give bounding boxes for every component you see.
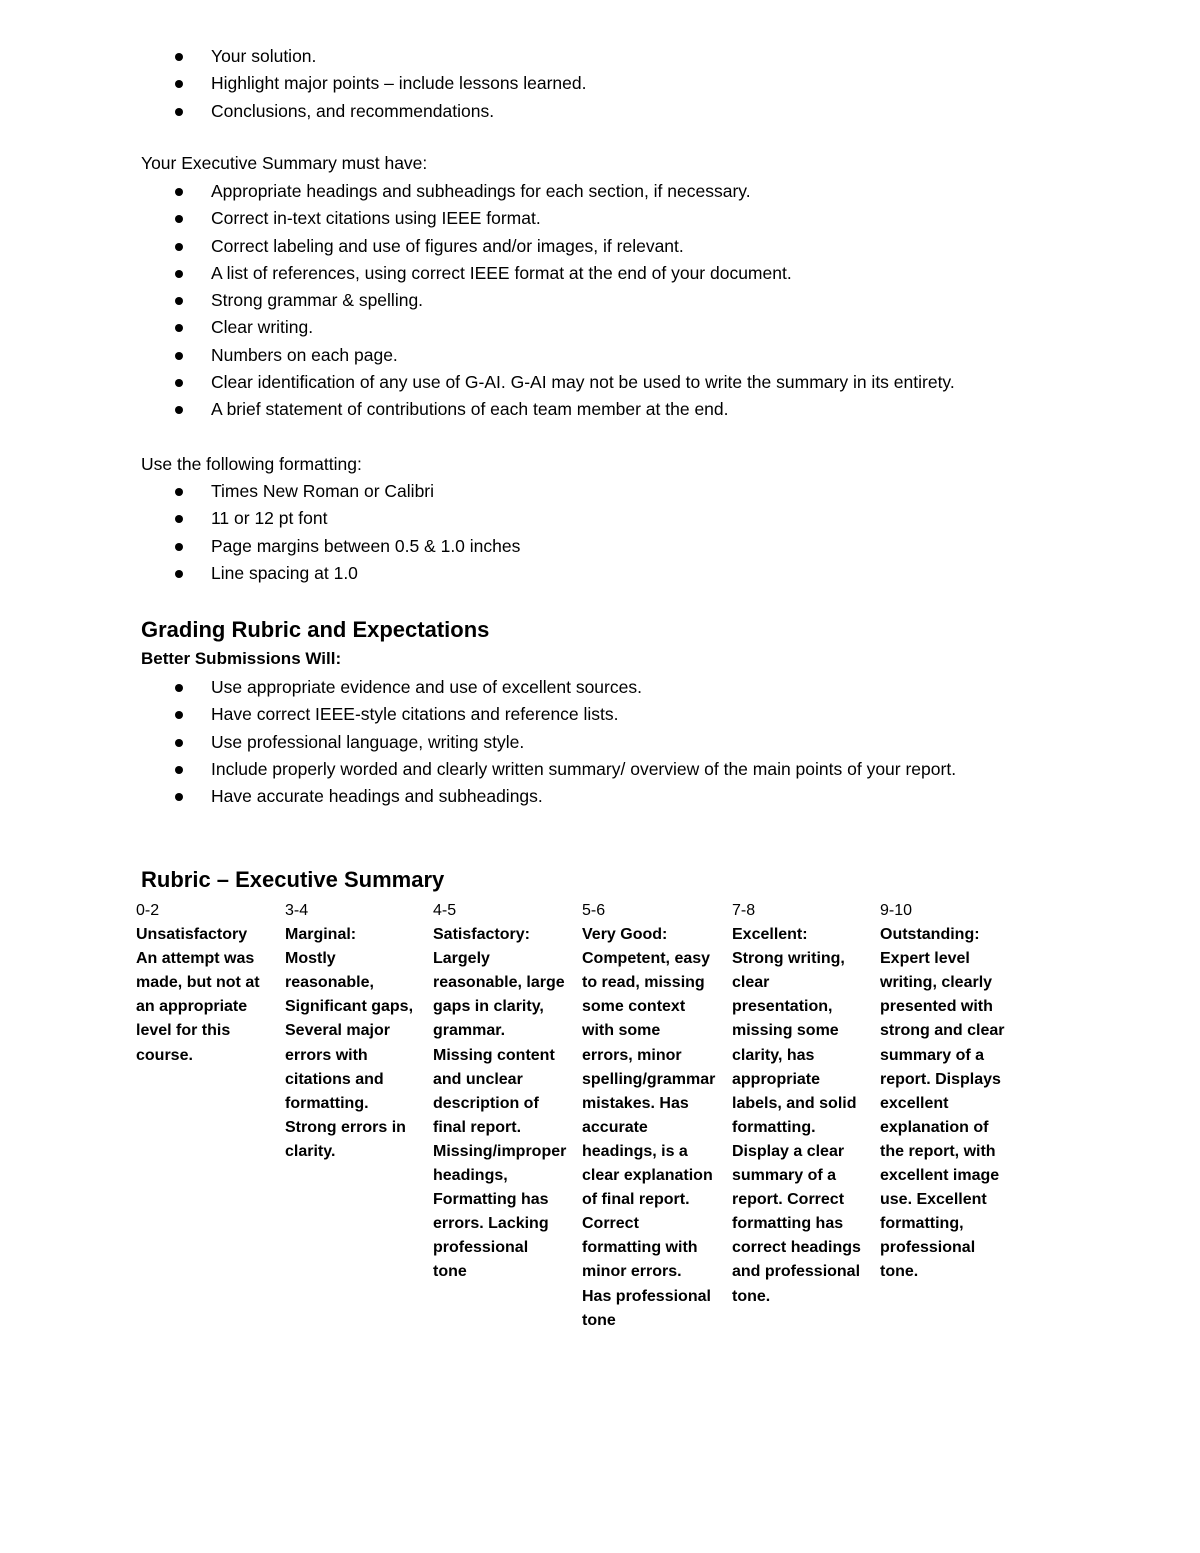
rubric-score: 5-6: [582, 902, 606, 919]
rubric-score: 9-10: [880, 902, 913, 919]
rubric-description: Largely reasonable, large gaps in clarity, grammar. Missing content and unclear description of final report. Missing/improper headings, Formatting has errors. Lacking professional tone: [433, 950, 567, 1281]
rubric-score: 7-8: [732, 902, 756, 919]
rubric-description: Mostly reasonable, Significant gaps, Several major errors with citations and formatting. Strong errors in clarity.: [285, 950, 414, 1160]
list-item: Line spacing at 1.0: [0, 560, 1200, 587]
rubric-description: Strong writing, clear presentation, missing some clarity, has appropriate labels, and solid formatting. Display a clear summary of a report. Correct formatting has correct headings and professional tone.: [732, 950, 861, 1305]
exec-summary-list: [0, 178, 1200, 424]
list-item: Page margins between 0.5 & 1.0 inches: [0, 533, 1200, 560]
rubric-column: [285, 899, 417, 1164]
formatting-list: [0, 478, 1200, 587]
list-item: Numbers on each page.: [0, 342, 1200, 369]
list-item: Your solution.: [0, 43, 1200, 70]
list-item: Use appropriate evidence and use of excellent sources.: [0, 674, 1200, 701]
rubric-level: Outstanding:: [880, 926, 980, 944]
exec-summary-intro: Your Executive Summary must have:: [141, 153, 428, 173]
list-item: Appropriate headings and subheadings for each section, if necessary.: [0, 178, 1200, 205]
formatting-intro: Use the following formatting:: [141, 454, 362, 474]
rubric-heading: Rubric – Executive Summary: [141, 867, 445, 892]
list-item: Strong grammar & spelling.: [0, 287, 1200, 314]
rubric-score: 4-5: [433, 902, 457, 919]
rubric-description: Competent, easy to read, missing some context with some errors, minor spelling/grammar mistakes. Has accurate headings, is a clear explanation of final report. Correct formatting with minor errors. Has professional tone: [582, 950, 716, 1329]
list-item: Times New Roman or Calibri: [0, 478, 1200, 505]
better-submissions-subheading: Better Submissions Will:: [141, 649, 342, 668]
rubric-score: 0-2: [136, 902, 160, 919]
list-item: Highlight major points – include lessons learned.: [0, 70, 1200, 97]
rubric-column: [433, 899, 565, 1285]
rubric-level: Excellent:: [732, 926, 808, 944]
list-item: Clear writing.: [0, 314, 1200, 341]
rubric-column: [732, 899, 864, 1309]
rubric-column: [136, 899, 268, 1068]
list-item: Correct in-text citations using IEEE format.: [0, 205, 1200, 232]
top-bullet-list: [0, 43, 1200, 125]
list-item: Have accurate headings and subheadings.: [0, 783, 1200, 810]
list-item: Include properly worded and clearly written summary/ overview of the main points of your report.: [0, 756, 1200, 783]
list-item: Conclusions, and recommendations.: [0, 98, 1200, 125]
rubric-level: Very Good:: [582, 926, 668, 944]
grading-list: [0, 674, 1200, 810]
rubric-description: Expert level writing, clearly presented with strong and clear summary of a report. Displays excellent explanation of the report, with excellent image use. Excellent formatting, professional tone.: [880, 950, 1005, 1281]
list-item: Correct labeling and use of figures and/or images, if relevant.: [0, 233, 1200, 260]
rubric-level: Marginal:: [285, 926, 357, 944]
list-item: A brief statement of contributions of each team member at the end.: [0, 396, 1200, 423]
rubric-column: [582, 899, 714, 1333]
list-item: 11 or 12 pt font: [0, 505, 1200, 532]
list-item: A list of references, using correct IEEE format at the end of your document.: [0, 260, 1200, 287]
list-item: Clear identification of any use of G-AI. G-AI may not be used to write the summary in its entirety.: [0, 369, 1200, 396]
rubric-level: Satisfactory:: [433, 926, 530, 944]
list-item: Have correct IEEE-style citations and reference lists.: [0, 701, 1200, 728]
list-item: Use professional language, writing style.: [0, 729, 1200, 756]
rubric-score: 3-4: [285, 902, 309, 919]
grading-heading: Grading Rubric and Expectations: [141, 617, 490, 642]
rubric-description: An attempt was made, but not at an appropriate level for this course.: [136, 950, 260, 1064]
rubric-level: Unsatisfactory: [136, 926, 248, 944]
rubric-column: [880, 899, 1012, 1285]
